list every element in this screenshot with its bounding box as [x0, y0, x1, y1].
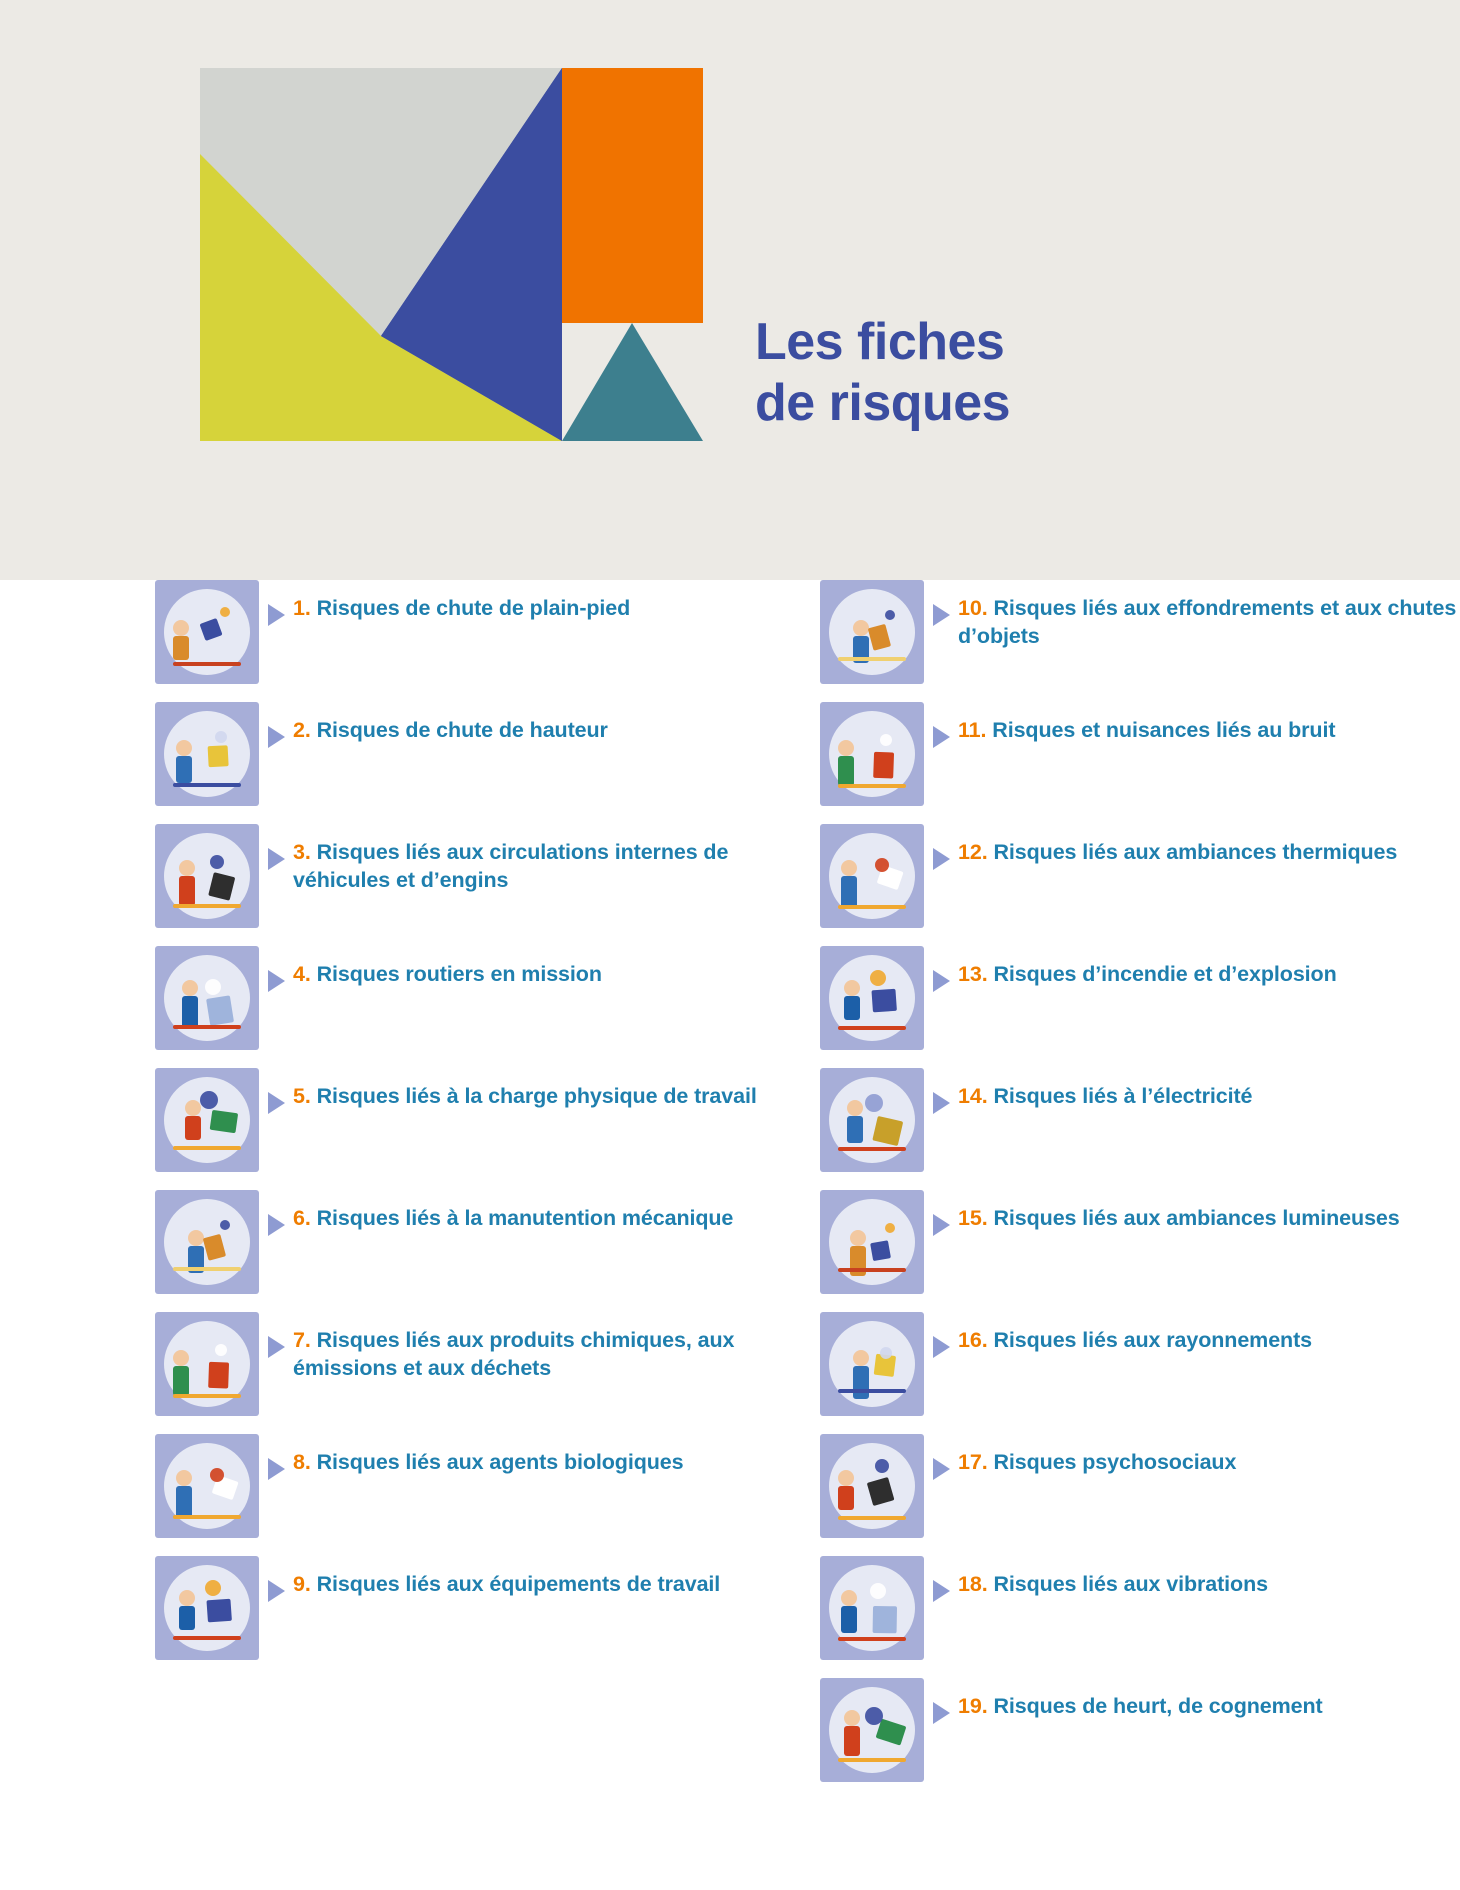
risk-item-number: 11.	[958, 718, 987, 742]
risk-item-title: Risques liés à la manutention mécanique	[310, 1206, 734, 1230]
risk-item-title: Risques de chute de plain-pied	[310, 596, 631, 620]
risk-list-left-column	[155, 580, 795, 1678]
risk-item-number: 13.	[958, 962, 988, 986]
risk-item[interactable]	[155, 1556, 795, 1660]
risk-item-label	[293, 946, 795, 988]
person-tripping-over-boxes-icon[interactable]	[155, 580, 259, 684]
risk-item[interactable]	[155, 1190, 795, 1294]
risk-item-number: 12.	[958, 840, 988, 864]
risk-item-title: Risques liés aux agents biologiques	[310, 1450, 684, 1474]
risk-item-number: 10.	[958, 596, 988, 620]
risk-item-title: Risques et nuisances liés au bruit	[986, 718, 1336, 742]
risk-item-label	[958, 1678, 1460, 1720]
risk-item-number: 2.	[293, 718, 311, 742]
risk-item-title: Risques liés aux circulations internes de véhicules et d’engins	[293, 840, 729, 893]
risk-item-label	[293, 1068, 795, 1110]
risk-item-label	[293, 580, 795, 622]
fire-explosion-icon[interactable]	[820, 946, 924, 1050]
stress-phone-call-icon[interactable]	[820, 1434, 924, 1538]
risk-item-label	[293, 1434, 795, 1476]
risk-item[interactable]	[820, 946, 1460, 1050]
risk-item-label	[293, 1190, 795, 1232]
risk-item-label	[293, 1556, 795, 1598]
risk-item[interactable]	[820, 702, 1460, 806]
arrow-right-icon	[924, 970, 958, 992]
risk-item-label	[958, 1312, 1460, 1354]
risk-item-label	[958, 1556, 1460, 1598]
risk-item[interactable]	[820, 1068, 1460, 1172]
risk-item-label	[293, 824, 795, 895]
arrow-right-icon	[259, 604, 293, 626]
arrow-right-icon	[259, 726, 293, 748]
risk-item-label	[958, 1434, 1460, 1476]
lighting-screen-glare-icon[interactable]	[820, 1190, 924, 1294]
risk-item-label	[958, 702, 1460, 744]
risk-item-number: 4.	[293, 962, 311, 986]
risk-item-number: 16.	[958, 1328, 988, 1352]
risk-item-title: Risques routiers en mission	[310, 962, 602, 986]
risk-item-title: Risques de heurt, de cognement	[987, 1694, 1323, 1718]
page-title	[755, 312, 1010, 435]
arrow-right-icon	[259, 1214, 293, 1236]
risk-item-number: 14.	[958, 1084, 988, 1108]
risk-item[interactable]	[155, 1434, 795, 1538]
risk-item-label	[958, 946, 1460, 988]
car-crash-icon[interactable]	[155, 946, 259, 1050]
truck-and-worker-icon[interactable]	[155, 824, 259, 928]
risk-item-title: Risques liés aux rayonnements	[987, 1328, 1312, 1352]
risk-item-number: 17.	[958, 1450, 988, 1474]
risk-item-title: Risques liés aux ambiances thermiques	[987, 840, 1398, 864]
radiation-welding-icon[interactable]	[820, 1312, 924, 1416]
risk-item[interactable]	[820, 1434, 1460, 1538]
risk-item-label	[958, 580, 1460, 651]
risk-item-label	[958, 824, 1460, 866]
risk-item-title: Risques liés aux ambiances lumineuses	[987, 1206, 1400, 1230]
risk-item-title: Risques liés aux équipements de travail	[310, 1572, 721, 1596]
header-band	[0, 0, 1460, 580]
risk-item-number: 9.	[293, 1572, 311, 1596]
risk-item-title: Risques d’incendie et d’explosion	[987, 962, 1337, 986]
risk-item[interactable]	[155, 1312, 795, 1416]
risk-item[interactable]	[155, 580, 795, 684]
falling-box-on-worker-icon[interactable]	[820, 580, 924, 684]
arrow-right-icon	[924, 726, 958, 748]
arrow-right-icon	[259, 1336, 293, 1358]
risk-item-number: 6.	[293, 1206, 311, 1230]
pallet-truck-icon[interactable]	[155, 1190, 259, 1294]
risk-item-title: Risques liés aux vibrations	[987, 1572, 1268, 1596]
arrow-right-icon	[259, 1580, 293, 1602]
arrow-right-icon	[924, 848, 958, 870]
risk-item-title: Risques de chute de hauteur	[310, 718, 608, 742]
risk-list-right-column	[820, 580, 1460, 1800]
cold-heat-worker-icon[interactable]	[820, 824, 924, 928]
arrow-right-icon	[259, 970, 293, 992]
person-falling-from-height-icon[interactable]	[155, 702, 259, 806]
arrow-right-icon	[924, 1702, 958, 1724]
risk-item[interactable]	[820, 1678, 1460, 1782]
risk-item[interactable]	[155, 946, 795, 1050]
arrow-right-icon	[259, 848, 293, 870]
machine-tool-worker-icon[interactable]	[155, 1556, 259, 1660]
risk-item-title: Risques liés à la charge physique de travail	[310, 1084, 757, 1108]
arrow-right-icon	[924, 1336, 958, 1358]
risk-item-title: Risques liés à l’électricité	[987, 1084, 1253, 1108]
person-bumping-into-object-icon[interactable]	[820, 1678, 924, 1782]
risk-item-title: Risques psychosociaux	[987, 1450, 1237, 1474]
risk-item-title: Risques liés aux effondrements et aux chutes d’objets	[958, 596, 1457, 649]
electrical-panel-icon[interactable]	[820, 1068, 924, 1172]
vibrating-machine-operator-icon[interactable]	[820, 1556, 924, 1660]
arrow-right-icon	[924, 604, 958, 626]
logo-graphic	[200, 68, 703, 441]
arrow-right-icon	[924, 1458, 958, 1480]
chemical-hazard-pictograms-icon[interactable]	[155, 1312, 259, 1416]
page-title-line-1: Les fiches	[755, 313, 1005, 371]
risk-item-label	[293, 702, 795, 744]
risk-item-number: 19.	[958, 1694, 988, 1718]
risk-item-number: 5.	[293, 1084, 311, 1108]
arrow-right-icon	[924, 1214, 958, 1236]
risk-item[interactable]	[155, 824, 795, 928]
risk-item-number: 18.	[958, 1572, 988, 1596]
risk-item-label	[293, 1312, 795, 1383]
arrow-right-icon	[259, 1092, 293, 1114]
risk-item[interactable]	[820, 1190, 1460, 1294]
risk-item[interactable]	[820, 1556, 1460, 1660]
risk-item-title: Risques liés aux produits chimiques, aux émissions et aux déchets	[293, 1328, 735, 1381]
risk-item[interactable]	[155, 702, 795, 806]
risk-item-label	[958, 1068, 1460, 1110]
risk-item[interactable]	[820, 824, 1460, 928]
risk-item-number: 3.	[293, 840, 311, 864]
page-title-line-2: de risques	[755, 374, 1011, 433]
risk-item[interactable]	[820, 580, 1460, 684]
risk-item[interactable]	[155, 1068, 795, 1172]
risk-item-number: 8.	[293, 1450, 311, 1474]
noise-covering-ears-icon[interactable]	[820, 702, 924, 806]
risk-item-label	[958, 1190, 1460, 1232]
arrow-right-icon	[924, 1092, 958, 1114]
risk-item-number: 15.	[958, 1206, 988, 1230]
risk-item-number: 7.	[293, 1328, 311, 1352]
arrow-right-icon	[924, 1580, 958, 1602]
person-lifting-load-icon[interactable]	[155, 1068, 259, 1172]
risk-item-number: 1.	[293, 596, 311, 620]
logo	[200, 68, 703, 441]
risk-item[interactable]	[820, 1312, 1460, 1416]
arrow-right-icon	[259, 1458, 293, 1480]
laboratory-biological-agents-icon[interactable]	[155, 1434, 259, 1538]
